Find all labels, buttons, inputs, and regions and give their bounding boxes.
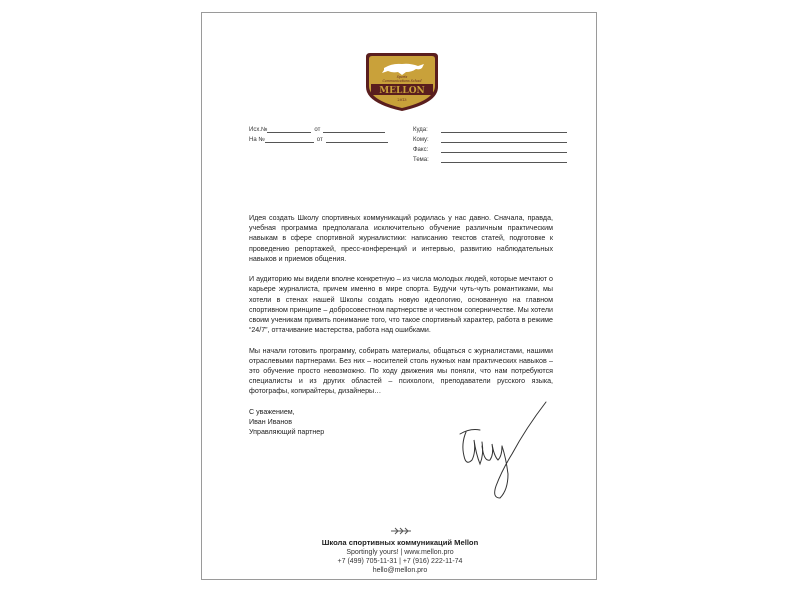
email: hello@mellon.pro	[372, 567, 428, 575]
whom-field[interactable]	[441, 136, 567, 143]
paragraph-3: Мы начали готовить программу, собирать материалы, общаться с журналистами, нашими отраслевыми партнерами. Без них – носителей столь нужных нам практических навыков – это обучение просто невозможно. По ходу движения мы поняли, что нам потребуются специалисты и из других областей – психологи, преподаватели русского языка, фотографы, копирайтеры, дизайнеры…	[249, 346, 553, 396]
logo-tagline-1: Sports	[396, 75, 408, 79]
outgoing-from-label: от	[314, 127, 321, 133]
form-right	[413, 123, 567, 163]
mellon-logo	[362, 47, 442, 113]
to-field[interactable]	[441, 126, 567, 133]
to-row	[413, 123, 567, 133]
form-left	[249, 123, 388, 143]
logo-tagline-2: Communications School	[382, 79, 422, 83]
outgoing-date-field[interactable]	[323, 126, 385, 133]
phones: +7 (499) 705-11-31 | +7 (916) 222-11-74	[337, 558, 463, 566]
paragraph-2: И аудиторию мы видели вполне конкретную – из числа молодых людей, которые мечтают о карьере журналиста, причем именно в мире спорта. Будучи чуть-чуть романтиками, мы хотели в стенах нашей Школы создать новую идеологию, основанную на главном спортивном принципе – добросовестном партнерстве и честном соперничестве. Мы хотели своим ученикам привить понимание того, что такое спортивный характер, работа в режиме “24/7”, оттачивание мастерства, работа над ошибками.	[249, 275, 553, 335]
whom-label: Кому:	[413, 137, 429, 143]
signer-name: Иван Иванов	[249, 418, 292, 427]
incoming-from-label: от	[316, 137, 323, 143]
school-name: Школа спортивных коммуникаций Mellon	[321, 538, 479, 547]
subject-field[interactable]	[441, 156, 567, 163]
fax-label: Факс:	[413, 147, 429, 153]
closing-line: С уважением,	[249, 407, 295, 416]
logo-name: MELLON	[379, 86, 425, 96]
handwritten-signature	[446, 394, 556, 504]
to-label: Куда:	[413, 127, 428, 133]
arrow-divider-icon	[390, 526, 412, 536]
footer	[202, 538, 598, 576]
subject-row	[413, 153, 567, 163]
subject-label: Тема:	[413, 157, 429, 163]
incoming-date-field[interactable]	[326, 136, 388, 143]
incoming-label: На №	[249, 137, 265, 143]
outgoing-number-field[interactable]	[267, 126, 311, 133]
greyhound-badge-icon	[362, 47, 442, 113]
outgoing-label: Исх.№	[249, 127, 268, 133]
incoming-number-field[interactable]	[265, 136, 314, 143]
incoming-row	[249, 133, 388, 143]
outgoing-row	[249, 123, 388, 133]
fax-field[interactable]	[441, 146, 567, 153]
paragraph-1: Идея создать Школу спортивных коммуникаций родилась у нас давно. Сначала, правда, учебная программа предполагала исключительно обучение различным практическим навыкам в сфере спортивной журналистики: написанию текстов статей, подготовке к проведению репортажей, пресс-конференций и интервью, развитию наблюдательных навыков и приемов общения.	[249, 214, 553, 263]
letter-sheet	[201, 12, 597, 580]
whom-row	[413, 133, 567, 143]
fax-row	[413, 143, 567, 153]
signer-title: Управляющий партнер	[249, 428, 325, 437]
logo-year: 2013	[397, 98, 407, 102]
slogan-site: Sportingly yours! | www.mellon.pro	[346, 549, 454, 556]
